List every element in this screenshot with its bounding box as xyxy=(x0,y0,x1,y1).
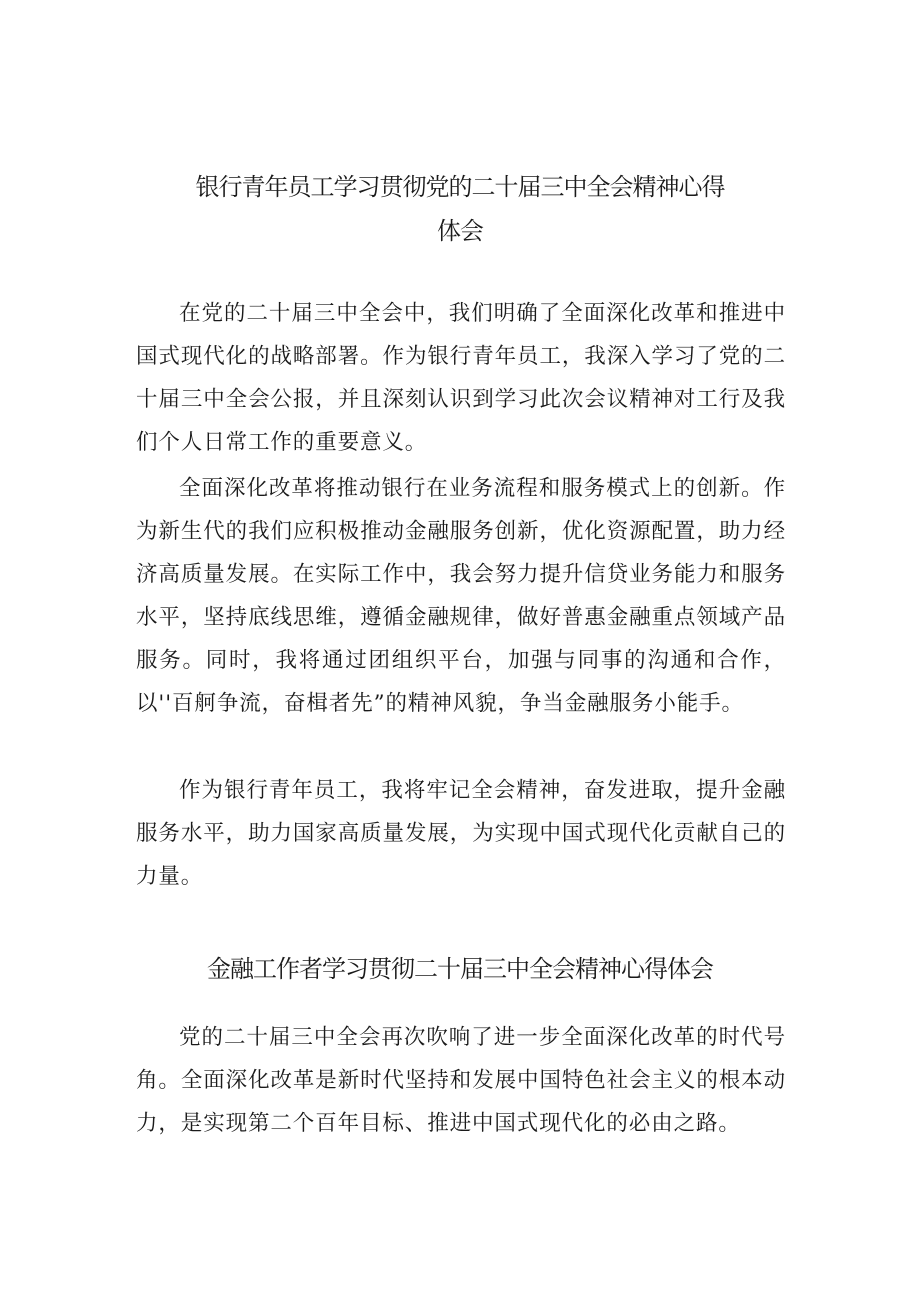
article1-paragraph-1: 在党的二十届三中全会中，我们明确了全面深化改革和推进中国式现代化的战略部署。作为银行青年员工，我深入学习了党的二十届三中全会公报，并且深刻认识到学习此次会议精神对工行及我们个人日常工作的重要意义。 xyxy=(136,301,786,455)
article1-paragraph-3: 作为银行青年员工，我将牢记全会精神，奋发进取，提升金融服务水平，助力国家高质量发展，为实现中国式现代化贡献自己的力量。 xyxy=(136,778,786,889)
article1-title-line2: 体会 xyxy=(437,217,483,245)
article2-title: 金融工作者学习贯彻二十届三中全会精神心得体会 xyxy=(207,955,713,983)
article1-title-line1: 银行青年员工学习贯彻党的二十届三中全会精神心得 xyxy=(195,173,725,201)
article1-title xyxy=(0,165,920,253)
article2-paragraph-1: 党的二十届三中全会再次吹响了进一步全面深化改革的时代号角。全面深化改革是新时代坚持和发展中国特色社会主义的根本动力，是实现第二个百年目标、推进中国式现代化的必由之路。 xyxy=(136,1025,786,1136)
article1-paragraph-2: 全面深化改革将推动银行在业务流程和服务模式上的创新。作为新生代的我们应积极推动金融服务创新，优化资源配置，助力经济高质量发展。在实际工作中，我会努力提升信贷业务能力和服务水平，坚持底线思维，遵循金融规律，做好普惠金融重点领域产品服务。同时，我将通过团组织平台，加强与同事的沟通和合作，以''百舸争流，奋楫者先”的精神风貌，争当金融服务小能手。 xyxy=(136,476,786,716)
